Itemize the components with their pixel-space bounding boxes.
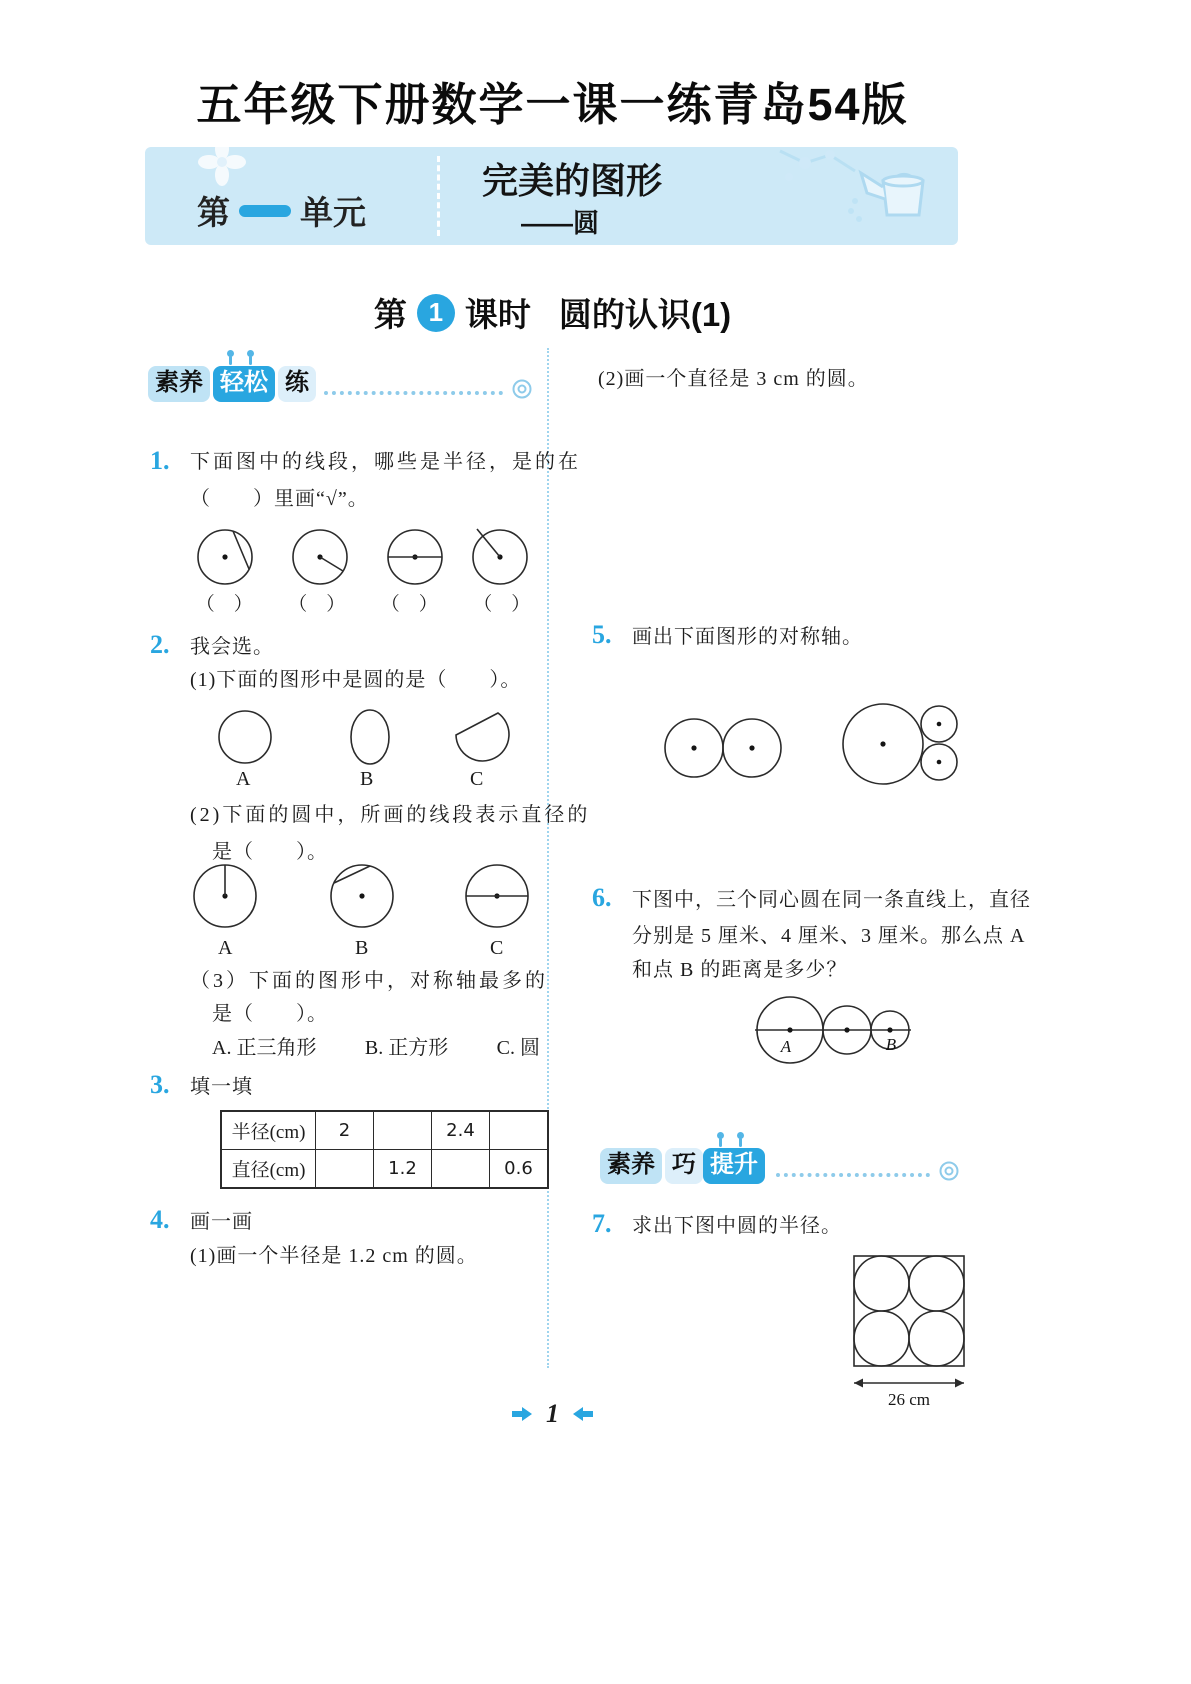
unit-number-dash (239, 205, 291, 217)
q2-circles-figure (178, 862, 548, 932)
target-icon (511, 378, 533, 400)
q2-sub3-line2: 是（ ）。 (212, 1003, 328, 1025)
lesson-suffix: 课时 (464, 296, 531, 333)
q1-number: 1. (150, 446, 170, 475)
q1-answer-slots (178, 589, 548, 616)
boost-section-badge (600, 1148, 960, 1184)
q1-text-line1: 下面图中的线段，哪些是半径，是的在 (190, 451, 581, 473)
antenna-icon (229, 356, 232, 365)
q2-sub1-text: (1)下面的图形中是圆的是（ ）。 (190, 669, 522, 691)
option-b: B. 正方形 (364, 1037, 449, 1059)
antenna-icon (249, 356, 252, 365)
table-cell: 1.2 (374, 1150, 432, 1189)
circle-label-c: C (490, 937, 504, 959)
unit-label (197, 187, 366, 234)
answer-slot: （ ） (195, 594, 253, 615)
table-row (221, 1111, 548, 1150)
flower-decoration (197, 137, 247, 187)
table-cell: 0.6 (490, 1150, 549, 1189)
q2-sub2-line2: 是（ ）。 (212, 841, 328, 863)
answer-slot: （ ） (473, 594, 531, 615)
arrow-left-icon (572, 1406, 594, 1422)
q6-text-line2: 分别是 5 厘米、4 厘米、3 厘米。那么点 A (632, 925, 1026, 947)
q5-number: 5. (592, 620, 612, 649)
row-header: 半径(cm) (221, 1111, 316, 1150)
lesson-number-badge: 1 (417, 294, 455, 332)
unit-banner (145, 147, 958, 245)
q6-text-line1: 下图中，三个同心圆在同一条直线上，直径 (632, 889, 1031, 911)
page-number: 1 (546, 1399, 559, 1428)
badge-chip (213, 366, 275, 402)
table-cell (374, 1111, 432, 1150)
row-header: 直径(cm) (221, 1150, 316, 1189)
big-and-small-circles (843, 704, 957, 784)
q5-text: 画出下面图形的对称轴。 (632, 626, 863, 648)
q3-number: 3. (150, 1070, 170, 1099)
shape-label-c: C (470, 768, 484, 790)
dimension-label: 26 cm (887, 1390, 931, 1409)
q2-shapes-figure (178, 706, 548, 768)
unit-prefix: 第 (197, 194, 230, 231)
antenna-icon (719, 1138, 722, 1147)
shape-ellipse (351, 710, 389, 764)
lesson-header (0, 289, 1105, 336)
circle-label-b: B (355, 937, 369, 959)
point-a-label: A (780, 1037, 792, 1056)
badge-chip (703, 1148, 765, 1184)
badge-text: 轻松 (220, 369, 268, 396)
lesson-prefix: 第 (373, 296, 407, 333)
circle-with-diameter (388, 530, 442, 584)
table-cell (316, 1150, 374, 1189)
q4-text: 画一画 (190, 1211, 253, 1233)
q7-square-circles-figure (851, 1255, 973, 1410)
circle-label-a: A (218, 937, 233, 959)
q1-circles-figure (178, 526, 548, 592)
chapter-title: 完美的图形 (481, 160, 662, 201)
target-icon (938, 1160, 960, 1182)
table-cell (432, 1150, 490, 1189)
shape-label-a: A (236, 768, 251, 790)
shape-label-b: B (360, 768, 374, 790)
q6-text-line3: 和点 B 的距离是多少？ (632, 959, 848, 981)
lesson-name: 圆的认识(1) (558, 296, 732, 333)
q3-text: 填一填 (190, 1076, 253, 1098)
badge-text: 素养 (600, 1148, 662, 1184)
option-c: C. 圆 (496, 1037, 540, 1059)
table-cell: 2.4 (432, 1111, 490, 1150)
q2-text: 我会选。 (190, 636, 274, 658)
q1-text-line2: （ ）里画“√”。 (190, 488, 369, 510)
circle-with-diameter (466, 865, 528, 927)
circle-with-chord (198, 530, 252, 584)
point-b-label: B (885, 1035, 897, 1054)
unit-suffix: 单元 (300, 194, 366, 231)
table-cell (490, 1111, 549, 1150)
circle-with-radius (293, 530, 347, 584)
tangent-circle-pair (665, 719, 781, 777)
practice-section-badge (148, 366, 533, 402)
q2-sub2-line1: (2)下面的圆中，所画的线段表示直径的 (190, 804, 591, 826)
shape-cut-circle (456, 713, 509, 761)
q4-sub2-text: (2)画一个直径是 3 cm 的圆。 (598, 368, 869, 390)
option-a: A. 正三角形 (212, 1037, 317, 1059)
arrow-right-icon (511, 1406, 533, 1422)
dotted-rule (776, 1173, 930, 1177)
badge-text: 练 (278, 366, 316, 402)
badge-text: 巧 (665, 1148, 703, 1184)
q6-tangent-circles-figure (745, 992, 920, 1070)
q2-sub3-options (212, 1031, 540, 1060)
answer-slot: （ ） (380, 594, 438, 615)
column-divider (547, 348, 549, 1368)
chapter-subtitle: ——圆 (520, 208, 599, 238)
page-footer (0, 1399, 1105, 1429)
shape-circle (219, 711, 271, 763)
table-cell: 2 (316, 1111, 374, 1150)
antenna-icon (739, 1138, 742, 1147)
q7-text: 求出下图中圆的半径。 (632, 1215, 842, 1237)
q2-number: 2. (150, 630, 170, 659)
q2-sub3-line1: （3）下面的图形中，对称轴最多的 (190, 970, 548, 992)
radius-diameter-table (220, 1110, 549, 1189)
badge-text: 提升 (710, 1151, 758, 1178)
dimension-arrow (854, 1379, 964, 1388)
circle-with-secant (473, 529, 527, 584)
dotted-rule (324, 391, 503, 395)
q7-number: 7. (592, 1209, 612, 1238)
q4-number: 4. (150, 1205, 170, 1234)
circle-with-chord (331, 865, 393, 927)
circle-with-vertical-radius (194, 865, 256, 927)
watering-can-decoration (845, 153, 945, 233)
q4-sub1-text: (1)画一个半径是 1.2 cm 的圆。 (190, 1245, 478, 1267)
q5-symmetry-figure (640, 692, 970, 804)
q6-number: 6. (592, 883, 612, 912)
answer-slot: （ ） (288, 594, 346, 615)
badge-text: 素养 (148, 366, 210, 402)
table-row (221, 1150, 548, 1189)
page-title: 五年级下册数学一课一练青岛54版 (196, 79, 909, 130)
